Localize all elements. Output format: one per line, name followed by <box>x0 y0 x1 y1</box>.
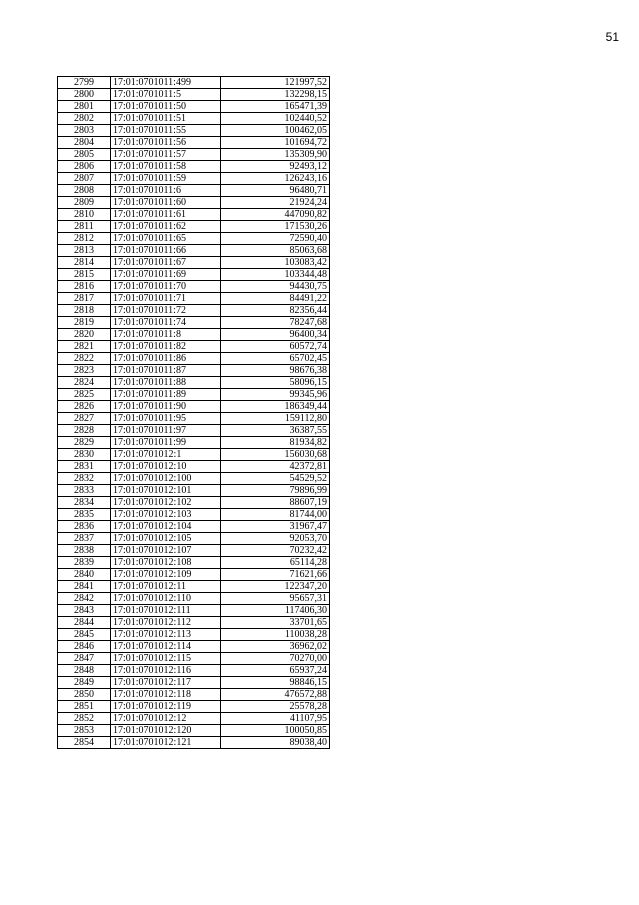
value-cell: 476572,88 <box>221 689 330 701</box>
cadastral-number-cell: 17:01:0701011:59 <box>111 173 221 185</box>
value-cell: 98676,38 <box>221 365 330 377</box>
row-number-cell: 2821 <box>58 341 111 353</box>
row-number-cell: 2813 <box>58 245 111 257</box>
table-row <box>58 173 330 185</box>
table-row <box>58 737 330 749</box>
cadastral-number-cell: 17:01:0701012:10 <box>111 461 221 473</box>
table-row <box>58 425 330 437</box>
table-row <box>58 581 330 593</box>
table-row <box>58 449 330 461</box>
table-row <box>58 305 330 317</box>
cadastral-number-cell: 17:01:0701011:55 <box>111 125 221 137</box>
value-cell: 31967,47 <box>221 521 330 533</box>
table-row <box>58 377 330 389</box>
table-row <box>58 725 330 737</box>
table-row <box>58 401 330 413</box>
table-row <box>58 137 330 149</box>
table-row <box>58 245 330 257</box>
row-number-cell: 2818 <box>58 305 111 317</box>
table-row <box>58 197 330 209</box>
row-number-cell: 2843 <box>58 605 111 617</box>
cadastral-number-cell: 17:01:0701011:97 <box>111 425 221 437</box>
cadastral-number-cell: 17:01:0701011:62 <box>111 221 221 233</box>
row-number-cell: 2841 <box>58 581 111 593</box>
cadastral-number-cell: 17:01:0701011:90 <box>111 401 221 413</box>
row-number-cell: 2822 <box>58 353 111 365</box>
table-row <box>58 353 330 365</box>
value-cell: 102440,52 <box>221 113 330 125</box>
row-number-cell: 2835 <box>58 509 111 521</box>
table-row <box>58 437 330 449</box>
row-number-cell: 2839 <box>58 557 111 569</box>
row-number-cell: 2806 <box>58 161 111 173</box>
table-row <box>58 629 330 641</box>
value-cell: 110038,28 <box>221 629 330 641</box>
value-cell: 156030,68 <box>221 449 330 461</box>
row-number-cell: 2850 <box>58 689 111 701</box>
cadastral-number-cell: 17:01:0701012:108 <box>111 557 221 569</box>
page-number: 51 <box>605 30 619 44</box>
value-cell: 36387,55 <box>221 425 330 437</box>
value-cell: 71621,66 <box>221 569 330 581</box>
row-number-cell: 2830 <box>58 449 111 461</box>
cadastral-number-cell: 17:01:0701011:82 <box>111 341 221 353</box>
row-number-cell: 2837 <box>58 533 111 545</box>
value-cell: 70232,42 <box>221 545 330 557</box>
row-number-cell: 2829 <box>58 437 111 449</box>
row-number-cell: 2811 <box>58 221 111 233</box>
table-row <box>58 185 330 197</box>
value-cell: 72590,40 <box>221 233 330 245</box>
table-row <box>58 113 330 125</box>
value-cell: 65114,28 <box>221 557 330 569</box>
cadastral-number-cell: 17:01:0701011:56 <box>111 137 221 149</box>
row-number-cell: 2842 <box>58 593 111 605</box>
cadastral-number-cell: 17:01:0701012:104 <box>111 521 221 533</box>
cadastral-number-cell: 17:01:0701012:114 <box>111 641 221 653</box>
row-number-cell: 2832 <box>58 473 111 485</box>
row-number-cell: 2820 <box>58 329 111 341</box>
value-cell: 186349,44 <box>221 401 330 413</box>
row-number-cell: 2846 <box>58 641 111 653</box>
cadastral-number-cell: 17:01:0701012:111 <box>111 605 221 617</box>
row-number-cell: 2799 <box>58 77 111 89</box>
table-row <box>58 365 330 377</box>
row-number-cell: 2816 <box>58 281 111 293</box>
value-cell: 447090,82 <box>221 209 330 221</box>
row-number-cell: 2808 <box>58 185 111 197</box>
row-number-cell: 2801 <box>58 101 111 113</box>
cadastral-number-cell: 17:01:0701012:11 <box>111 581 221 593</box>
cadastral-number-cell: 17:01:0701011:74 <box>111 317 221 329</box>
cadastral-number-cell: 17:01:0701012:119 <box>111 701 221 713</box>
cadastral-number-cell: 17:01:0701011:58 <box>111 161 221 173</box>
cadastral-number-cell: 17:01:0701011:5 <box>111 89 221 101</box>
table-row <box>58 77 330 89</box>
table-row <box>58 473 330 485</box>
table-row <box>58 221 330 233</box>
cadastral-number-cell: 17:01:0701011:51 <box>111 113 221 125</box>
table-row <box>58 209 330 221</box>
cadastral-number-cell: 17:01:0701012:100 <box>111 473 221 485</box>
cadastral-number-cell: 17:01:0701012:105 <box>111 533 221 545</box>
cadastral-number-cell: 17:01:0701011:60 <box>111 197 221 209</box>
cadastral-number-cell: 17:01:0701011:499 <box>111 77 221 89</box>
value-cell: 21924,24 <box>221 197 330 209</box>
table-row <box>58 509 330 521</box>
row-number-cell: 2833 <box>58 485 111 497</box>
cadastral-number-cell: 17:01:0701012:120 <box>111 725 221 737</box>
row-number-cell: 2814 <box>58 257 111 269</box>
table-row <box>58 461 330 473</box>
row-number-cell: 2851 <box>58 701 111 713</box>
value-cell: 98846,15 <box>221 677 330 689</box>
table-row <box>58 149 330 161</box>
row-number-cell: 2802 <box>58 113 111 125</box>
value-cell: 79896,99 <box>221 485 330 497</box>
row-number-cell: 2840 <box>58 569 111 581</box>
table-row <box>58 545 330 557</box>
table-row <box>58 281 330 293</box>
cadastral-number-cell: 17:01:0701012:121 <box>111 737 221 749</box>
row-number-cell: 2836 <box>58 521 111 533</box>
cadastral-number-cell: 17:01:0701012:115 <box>111 653 221 665</box>
cadastral-number-cell: 17:01:0701011:88 <box>111 377 221 389</box>
cadastral-number-cell: 17:01:0701012:116 <box>111 665 221 677</box>
cadastral-number-cell: 17:01:0701011:95 <box>111 413 221 425</box>
table-row <box>58 89 330 101</box>
table-row <box>58 329 330 341</box>
table-row <box>58 161 330 173</box>
table-row <box>58 617 330 629</box>
row-number-cell: 2853 <box>58 725 111 737</box>
row-number-cell: 2804 <box>58 137 111 149</box>
value-cell: 95657,31 <box>221 593 330 605</box>
row-number-cell: 2852 <box>58 713 111 725</box>
value-cell: 94430,75 <box>221 281 330 293</box>
value-cell: 103344,48 <box>221 269 330 281</box>
cadastral-number-cell: 17:01:0701012:103 <box>111 509 221 521</box>
cadastral-number-cell: 17:01:0701011:72 <box>111 305 221 317</box>
table-row <box>58 689 330 701</box>
row-number-cell: 2825 <box>58 389 111 401</box>
row-number-cell: 2824 <box>58 377 111 389</box>
value-cell: 65937,24 <box>221 665 330 677</box>
row-number-cell: 2809 <box>58 197 111 209</box>
row-number-cell: 2834 <box>58 497 111 509</box>
value-cell: 92493,12 <box>221 161 330 173</box>
value-cell: 82356,44 <box>221 305 330 317</box>
cadastral-number-cell: 17:01:0701011:8 <box>111 329 221 341</box>
row-number-cell: 2805 <box>58 149 111 161</box>
table-row <box>58 521 330 533</box>
value-cell: 165471,39 <box>221 101 330 113</box>
cadastral-number-cell: 17:01:0701012:112 <box>111 617 221 629</box>
cadastral-number-cell: 17:01:0701012:1 <box>111 449 221 461</box>
table-row <box>58 269 330 281</box>
cadastral-number-cell: 17:01:0701011:6 <box>111 185 221 197</box>
value-cell: 33701,65 <box>221 617 330 629</box>
cadastral-number-cell: 17:01:0701011:71 <box>111 293 221 305</box>
table-row <box>58 605 330 617</box>
data-table <box>57 76 330 749</box>
cadastral-number-cell: 17:01:0701011:99 <box>111 437 221 449</box>
table-row <box>58 125 330 137</box>
value-cell: 117406,30 <box>221 605 330 617</box>
value-cell: 84491,22 <box>221 293 330 305</box>
row-number-cell: 2845 <box>58 629 111 641</box>
table-row <box>58 593 330 605</box>
value-cell: 88607,19 <box>221 497 330 509</box>
row-number-cell: 2817 <box>58 293 111 305</box>
row-number-cell: 2815 <box>58 269 111 281</box>
value-cell: 81744,00 <box>221 509 330 521</box>
cadastral-number-cell: 17:01:0701011:89 <box>111 389 221 401</box>
table-row <box>58 101 330 113</box>
table-row <box>58 293 330 305</box>
cadastral-number-cell: 17:01:0701011:65 <box>111 233 221 245</box>
table-row <box>58 413 330 425</box>
row-number-cell: 2819 <box>58 317 111 329</box>
value-cell: 92053,70 <box>221 533 330 545</box>
value-cell: 81934,82 <box>221 437 330 449</box>
cadastral-number-cell: 17:01:0701012:107 <box>111 545 221 557</box>
row-number-cell: 2831 <box>58 461 111 473</box>
row-number-cell: 2848 <box>58 665 111 677</box>
table-row <box>58 533 330 545</box>
row-number-cell: 2800 <box>58 89 111 101</box>
value-cell: 41107,95 <box>221 713 330 725</box>
table-row <box>58 713 330 725</box>
table-row <box>58 497 330 509</box>
value-cell: 126243,16 <box>221 173 330 185</box>
table-row <box>58 233 330 245</box>
table-row <box>58 569 330 581</box>
value-cell: 96400,34 <box>221 329 330 341</box>
cadastral-number-cell: 17:01:0701012:110 <box>111 593 221 605</box>
value-cell: 70270,00 <box>221 653 330 665</box>
value-cell: 101694,72 <box>221 137 330 149</box>
value-cell: 100050,85 <box>221 725 330 737</box>
cadastral-number-cell: 17:01:0701011:66 <box>111 245 221 257</box>
cadastral-number-cell: 17:01:0701012:109 <box>111 569 221 581</box>
table-row <box>58 557 330 569</box>
row-number-cell: 2827 <box>58 413 111 425</box>
table-body <box>58 77 330 749</box>
value-cell: 78247,68 <box>221 317 330 329</box>
cadastral-number-cell: 17:01:0701012:118 <box>111 689 221 701</box>
table-row <box>58 641 330 653</box>
value-cell: 121997,52 <box>221 77 330 89</box>
table-row <box>58 341 330 353</box>
row-number-cell: 2810 <box>58 209 111 221</box>
cadastral-number-cell: 17:01:0701011:67 <box>111 257 221 269</box>
table-row <box>58 317 330 329</box>
value-cell: 99345,96 <box>221 389 330 401</box>
table-row <box>58 389 330 401</box>
row-number-cell: 2807 <box>58 173 111 185</box>
cadastral-number-cell: 17:01:0701011:57 <box>111 149 221 161</box>
value-cell: 132298,15 <box>221 89 330 101</box>
cadastral-number-cell: 17:01:0701012:113 <box>111 629 221 641</box>
row-number-cell: 2812 <box>58 233 111 245</box>
cadastral-number-cell: 17:01:0701011:69 <box>111 269 221 281</box>
cadastral-number-cell: 17:01:0701011:70 <box>111 281 221 293</box>
value-cell: 103083,42 <box>221 257 330 269</box>
cadastral-number-cell: 17:01:0701012:12 <box>111 713 221 725</box>
table-row <box>58 701 330 713</box>
value-cell: 96480,71 <box>221 185 330 197</box>
cadastral-number-cell: 17:01:0701012:101 <box>111 485 221 497</box>
value-cell: 85063,68 <box>221 245 330 257</box>
row-number-cell: 2849 <box>58 677 111 689</box>
table-row <box>58 665 330 677</box>
table-row <box>58 485 330 497</box>
value-cell: 54529,52 <box>221 473 330 485</box>
row-number-cell: 2847 <box>58 653 111 665</box>
value-cell: 25578,28 <box>221 701 330 713</box>
table-row <box>58 677 330 689</box>
cadastral-number-cell: 17:01:0701011:61 <box>111 209 221 221</box>
value-cell: 36962,02 <box>221 641 330 653</box>
cadastral-number-cell: 17:01:0701012:117 <box>111 677 221 689</box>
cadastral-number-cell: 17:01:0701011:86 <box>111 353 221 365</box>
value-cell: 60572,74 <box>221 341 330 353</box>
value-cell: 58096,15 <box>221 377 330 389</box>
row-number-cell: 2838 <box>58 545 111 557</box>
cadastral-number-cell: 17:01:0701012:102 <box>111 497 221 509</box>
row-number-cell: 2828 <box>58 425 111 437</box>
table-row <box>58 257 330 269</box>
value-cell: 100462,05 <box>221 125 330 137</box>
value-cell: 65702,45 <box>221 353 330 365</box>
value-cell: 42372,81 <box>221 461 330 473</box>
cadastral-number-cell: 17:01:0701011:87 <box>111 365 221 377</box>
value-cell: 159112,80 <box>221 413 330 425</box>
value-cell: 135309,90 <box>221 149 330 161</box>
row-number-cell: 2826 <box>58 401 111 413</box>
cadastral-number-cell: 17:01:0701011:50 <box>111 101 221 113</box>
row-number-cell: 2844 <box>58 617 111 629</box>
value-cell: 171530,26 <box>221 221 330 233</box>
row-number-cell: 2823 <box>58 365 111 377</box>
row-number-cell: 2803 <box>58 125 111 137</box>
table-row <box>58 653 330 665</box>
value-cell: 89038,40 <box>221 737 330 749</box>
row-number-cell: 2854 <box>58 737 111 749</box>
value-cell: 122347,20 <box>221 581 330 593</box>
